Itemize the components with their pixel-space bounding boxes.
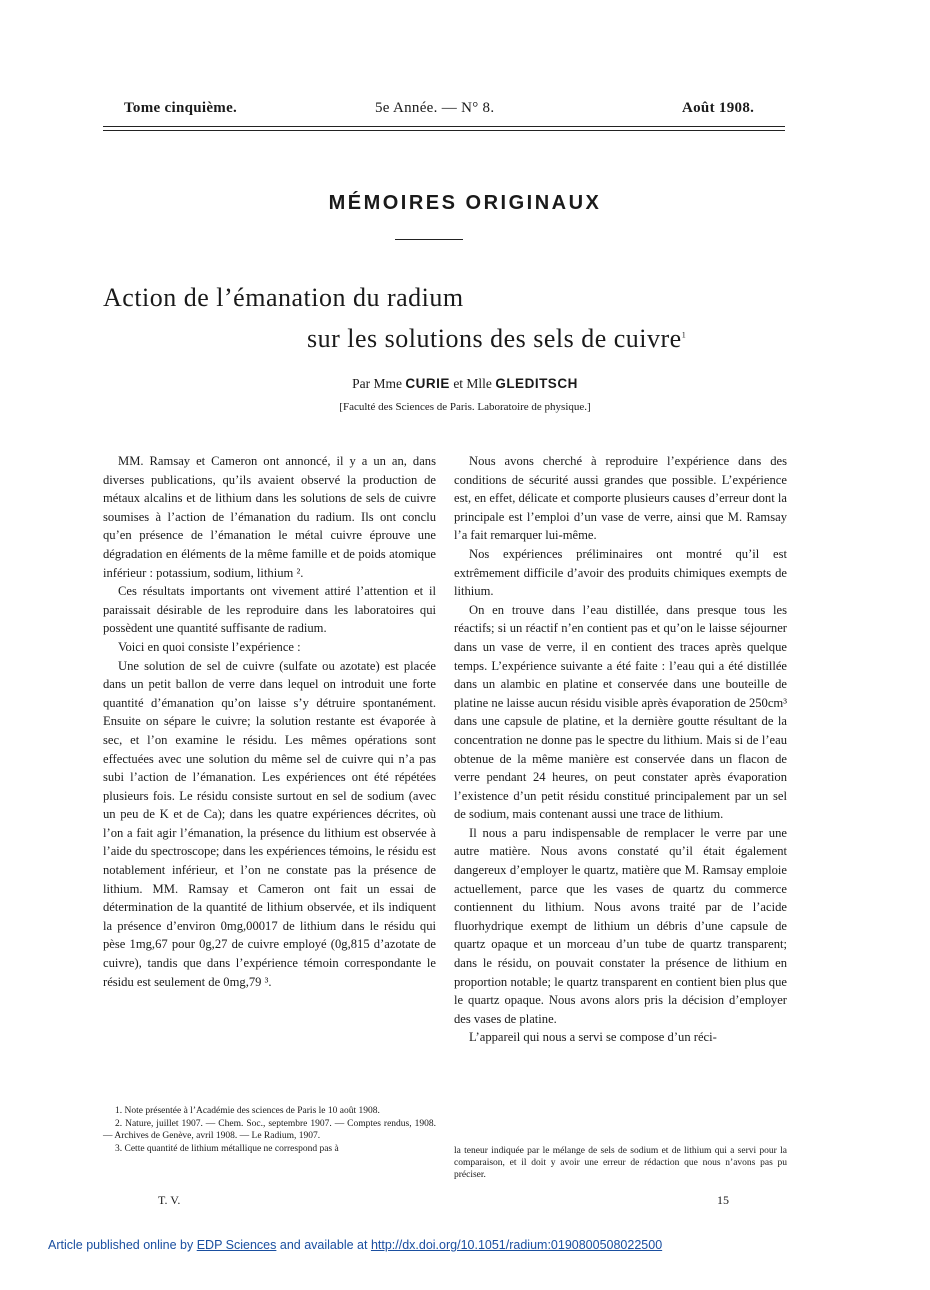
right-paragraph-3: On en trouve dans l’eau distillée, dans presque tous les réactifs; si un réactif n’en contient pas et qu’on le laisse séjourner dans un vase de verre, il en contient des traces après quelque temps. L’expérience suivante a été faite : l’eau qui a été distillée dans un alambic en platine et conservée dans une bouteille de platine ne laisse aucun résidu visible après évaporation de 250cm³ dans une capsule de platine, et la dernière goutte résultant de la concentration ne donne pas le spectre du lithium. Mais si de l’eau obtenue de la même manière est conservée dans un flacon de verre pendant 24 heures, on peut constater après évaporation l’existence d’un petit résidu constitué principalement par un sel de sodium, mais contenant aussi une trace de lithium. — [454, 602, 787, 822]
right-paragraph-2: Nos expériences préliminaires ont montré qu’il est extrêmement difficile d’avoir des produits chimiques exempts de lithium. — [454, 546, 787, 599]
author-gleditsch: GLEDITSCH — [495, 376, 578, 391]
title-footnote-mark: 1 — [681, 330, 687, 340]
left-paragraph-4: Une solution de sel de cuivre (sulfate ou azotate) est placée dans un petit ballon de verre dans lequel on introduit une forte quantité d’émanation qu’on laisse s’y détruire spontanément. Ensuite on sépare le cuivre; la solution restante est évaporée à sec, et l’on examine le résidu. Les mêmes opérations sont effectuées avec une solution du même sel de cuivre qui n’a pas subi l’action de l’émanation. Les expériences ont été répétées plusieurs fois. Le résidu consiste surtout en sel de sodium (avec un peu de K et de Ca); dans les quatre expériences décrites, où l’on a fait agir l’émanation, la présence du lithium est observée à l’aide du spectroscope; dans les expériences témoins, le résidu est notablement inférieur, et l’on ne constate pas la présence de lithium. MM. Ramsay et Cameron ont fait un essai de détermination de la quantité de lithium observée, et ils indiquent la présence d’environ 0mg,00017 de lithium dans le résidu qui pèse 1mg,67 pour 0g,27 de cuivre employé (0g,815 d’azotate de cuivre), tandis que dans l’expérience témoin correspondante le résidu est seulement de 0mg,79 ³. — [103, 658, 436, 989]
affiliation: [Faculté des Sciences de Paris. Laboratoire de physique.] — [339, 401, 591, 413]
section-title: MÉMOIRES ORIGINAUX — [328, 192, 602, 214]
running-header-date: Août 1908. — [682, 100, 755, 116]
right-paragraph-5: L’appareil qui nous a servi se compose d’un réci- — [469, 1030, 717, 1045]
article-title-line2 — [307, 324, 686, 354]
header-rule-bottom — [103, 130, 785, 131]
folio-volume: T. V. — [158, 1193, 181, 1207]
section-divider — [395, 239, 463, 240]
right-column — [454, 452, 787, 1047]
running-header-volume: Tome cinquième. — [124, 100, 238, 116]
footnote-3-continued: la teneur indiquée par le mélange de sels de sodium et de lithium qui a servi pour la comparaison, et il doit y avoir une erreur de rédaction que nous n’avons pas pu préciser. — [454, 1146, 787, 1180]
authors-conjunction: et Mlle — [453, 376, 492, 391]
left-footnotes — [103, 1105, 436, 1156]
left-paragraph-1: MM. Ramsay et Cameron ont annoncé, il y a un an, dans diverses publications, qu’ils avaient observé la production de métaux alcalins et de lithium dans les solutions de sels de cuivre soumises à l’action de l’émanation du radium. Ils ont conclu qu’en présence de l’émanation le métal cuivre éprouve une dégradation en éléments de la même famille et de poids atomique inférieur : potassium, sodium, lithium ². — [103, 454, 436, 580]
left-paragraph-3: Voici en quoi consiste l’expérience : — [118, 639, 301, 654]
header-rule-top — [103, 126, 785, 127]
left-column — [103, 452, 436, 991]
footer-middle-text: and available at — [279, 1238, 368, 1252]
left-paragraph-2: Ces résultats importants ont vivement attiré l’attention et il paraissait désirable de les reproduire dans les laboratoires qui possèdent une quantité suffisante de radium. — [103, 584, 436, 636]
article-title-line1: Action de l’émanation du radium — [103, 283, 464, 312]
footnote-1: 1. Note présentée à l’Académie des sciences de Paris le 10 août 1908. — [115, 1106, 380, 1116]
doi-link[interactable]: http://dx.doi.org/10.1051/radium:0190800508022500 — [370, 1238, 663, 1252]
author-curie: CURIE — [405, 376, 450, 391]
footnote-2: 2. Nature, juillet 1907. — Chem. Soc., septembre 1907. — Comptes rendus, 1908. — Archives de Genève, avril 1908. — Le Radium, 1907. — [103, 1119, 436, 1141]
page-number: 15 — [717, 1193, 729, 1207]
running-header-issue: 5e Année. — N° 8. — [375, 100, 495, 116]
publisher-footer — [48, 1238, 662, 1252]
publisher-link[interactable]: EDP Sciences — [196, 1238, 277, 1252]
right-paragraph-1: Nous avons cherché à reproduire l’expérience dans des conditions de sécurité aussi grandes que possible. L’expérience est, en effet, délicate et comporte plusieurs causes d’erreur dont la principale est l’emploi d’un vase de verre, ainsi que M. Ramsay l’a fait remarquer lui-même. — [454, 454, 787, 543]
authors-prefix: Par Mme — [352, 376, 403, 391]
footer-text: Article published online by — [48, 1238, 194, 1252]
footnote-3: 3. Cette quantité de lithium métallique ne correspond pas à — [115, 1144, 339, 1154]
article-title-line2-text: sur les solutions des sels de cuivre — [307, 324, 682, 353]
right-paragraph-4: Il nous a paru indispensable de remplacer le verre par une autre matière. Nous avons constaté qu’il était également dangereux d’employer le quartz, matière que M. Ramsay emploie actuellement, parce que les vases de quartz du commerce contiennent du lithium. Nous avons traité par de l’acide fluorhydrique exempt de lithium un débris d’une capsule de quartz opaque et un morceau d’un tube de quartz transparent; dans le résidu, on pouvait constater la présence de lithium en proportion notable; le quartz transparent en contient bien plus que le quartz opaque. Nous avons alors pris la décision d’employer des vases de platine. — [454, 825, 787, 1026]
right-footnote-continuation — [454, 1145, 787, 1182]
authors-line — [0, 376, 930, 392]
